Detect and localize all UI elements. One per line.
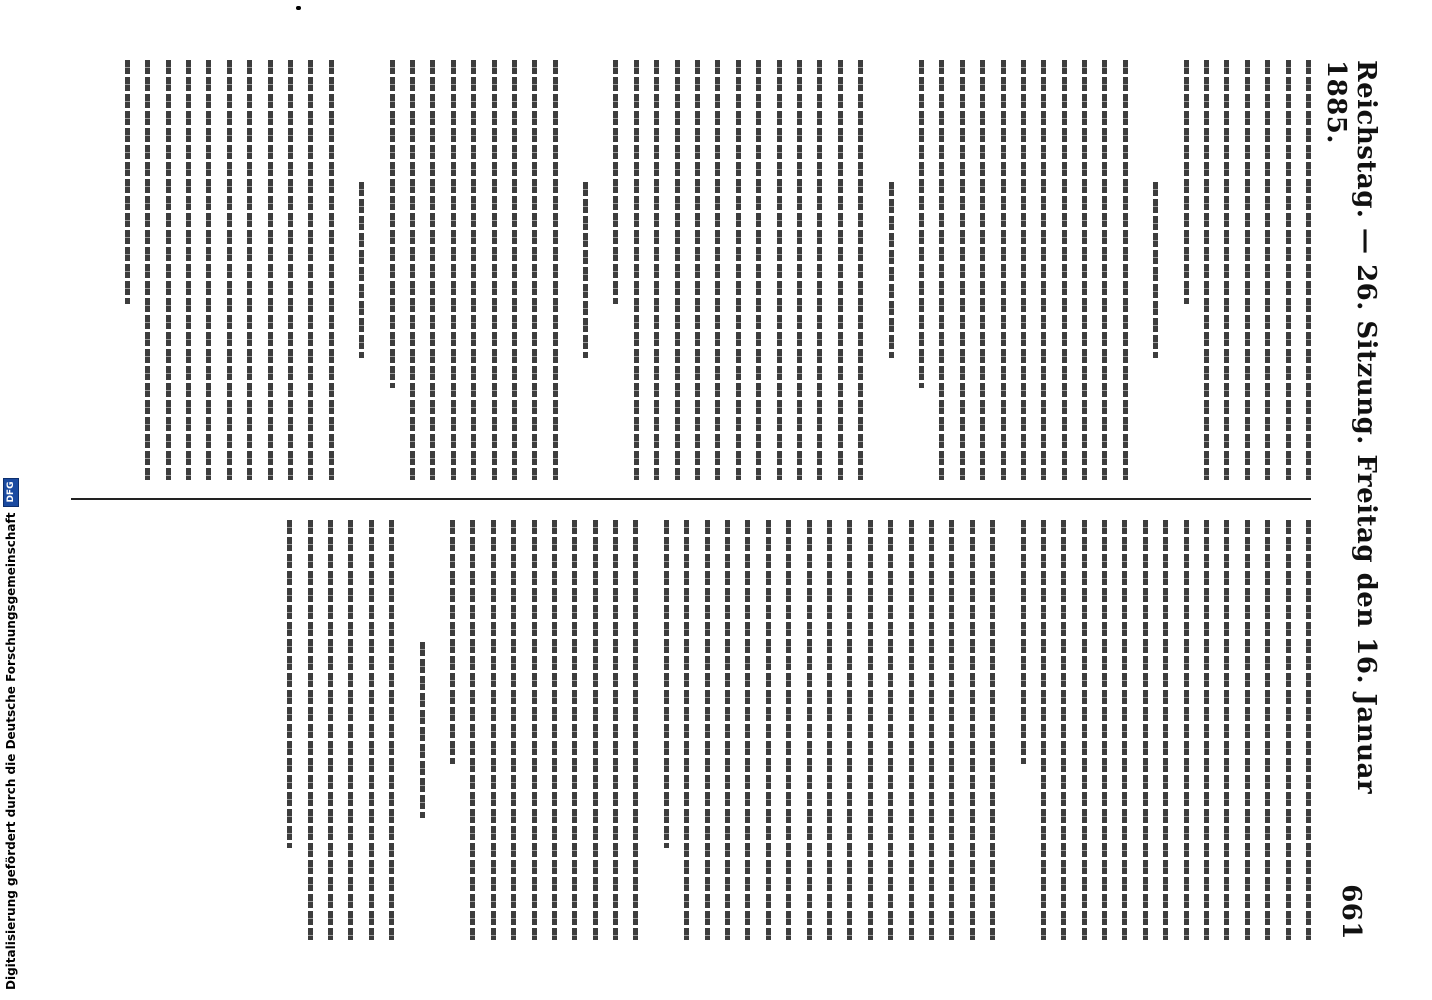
text-line — [308, 60, 313, 480]
text-line — [745, 520, 750, 940]
text-line — [654, 60, 659, 480]
text-line — [1204, 60, 1209, 480]
page-header — [1321, 60, 1381, 940]
text-line — [593, 520, 598, 940]
text-line — [1245, 520, 1250, 940]
text-line — [1286, 60, 1291, 480]
text-line — [634, 60, 639, 480]
text-line — [684, 520, 689, 940]
text-line — [980, 60, 985, 480]
text-line — [1184, 60, 1189, 304]
paragraph-gap — [334, 60, 344, 480]
paragraph-gap — [894, 60, 904, 480]
scan-speck — [296, 6, 301, 10]
text-line — [1021, 520, 1026, 764]
text-line — [308, 520, 313, 940]
paragraph-gap — [425, 520, 435, 940]
text-line — [430, 60, 435, 480]
text-line — [1082, 520, 1087, 940]
text-line — [1306, 60, 1311, 480]
text-line — [847, 520, 852, 940]
text-line — [227, 60, 232, 480]
text-line — [725, 520, 730, 940]
paragraph-gap — [588, 60, 598, 480]
text-line — [715, 60, 720, 480]
text-line — [827, 520, 832, 940]
text-line — [186, 60, 191, 480]
text-line — [909, 520, 914, 940]
column-divider — [71, 498, 1311, 500]
paragraph-gap — [863, 60, 873, 480]
text-line — [634, 520, 639, 940]
text-column-right — [71, 520, 1311, 940]
text-line — [492, 60, 497, 480]
text-line — [359, 182, 364, 358]
text-line — [268, 60, 273, 480]
text-line — [939, 60, 944, 480]
text-line — [736, 60, 741, 480]
text-line — [1041, 60, 1046, 480]
text-line — [919, 60, 924, 388]
text-line — [970, 520, 975, 940]
text-line — [675, 60, 680, 480]
running-header: Reichstag. — 26. Sitzung. Freitag den 16. Januar 1885. — [1321, 60, 1381, 795]
text-line — [491, 520, 496, 940]
text-line — [1153, 182, 1158, 358]
text-line — [1224, 520, 1229, 940]
text-line — [817, 60, 822, 480]
text-line — [288, 60, 293, 480]
text-column-left — [71, 60, 1311, 480]
text-line — [960, 60, 965, 480]
text-line — [777, 60, 782, 480]
text-line — [1061, 520, 1066, 940]
paragraph-gap — [394, 520, 404, 940]
page-number: 661 — [1336, 884, 1366, 940]
text-line — [705, 520, 710, 940]
text-line — [868, 520, 873, 940]
text-line — [145, 60, 150, 480]
text-line — [786, 520, 791, 940]
text-line — [572, 520, 577, 940]
text-line — [1123, 60, 1128, 480]
text-line — [410, 60, 415, 480]
text-line — [858, 60, 863, 480]
rotated-page — [51, 20, 1381, 980]
text-line — [450, 520, 455, 764]
text-line — [1306, 520, 1311, 940]
paragraph-gap — [558, 60, 568, 480]
text-line — [166, 60, 171, 480]
text-line — [470, 520, 475, 940]
text-line — [614, 60, 619, 304]
text-line — [888, 520, 893, 940]
text-line — [511, 520, 516, 940]
dfg-logo: DFG — [3, 478, 19, 507]
text-line — [613, 520, 618, 940]
text-line — [929, 520, 934, 940]
text-line — [1184, 520, 1189, 940]
text-line — [797, 60, 802, 480]
text-line — [1224, 60, 1229, 480]
paragraph-gap — [364, 60, 374, 480]
text-line — [1021, 60, 1026, 480]
text-line — [512, 60, 517, 480]
text-line — [420, 642, 425, 818]
text-line — [1286, 520, 1291, 940]
text-line — [807, 520, 812, 940]
text-line — [125, 60, 130, 304]
text-line — [695, 60, 700, 480]
paragraph-gap — [1158, 60, 1168, 480]
text-line — [348, 520, 353, 940]
credit-text: Digitalisierung gefördert durch die Deutsche Forschungsgemeinschaft — [4, 512, 18, 990]
text-line — [766, 520, 771, 940]
paragraph-gap — [995, 520, 1005, 940]
text-line — [756, 60, 761, 480]
text-line — [553, 60, 558, 480]
text-line — [664, 520, 669, 848]
text-line — [1102, 60, 1107, 480]
text-line — [287, 520, 292, 848]
text-line — [1062, 60, 1067, 480]
text-line — [328, 520, 333, 940]
text-line — [1041, 520, 1046, 940]
text-line — [583, 182, 588, 358]
text-line — [390, 60, 395, 388]
text-line — [990, 520, 995, 940]
paragraph-gap — [1128, 60, 1138, 480]
text-line — [389, 520, 394, 940]
text-line — [206, 60, 211, 480]
paragraph-gap — [639, 520, 649, 940]
text-line — [1163, 520, 1168, 940]
text-line — [329, 60, 334, 480]
text-line — [532, 520, 537, 940]
text-line — [552, 520, 557, 940]
text-line — [1122, 520, 1127, 940]
digitization-credit — [0, 0, 22, 1000]
text-line — [1001, 60, 1006, 480]
text-line — [1082, 60, 1087, 480]
text-line — [838, 60, 843, 480]
text-line — [1265, 520, 1270, 940]
text-line — [471, 60, 476, 480]
text-line — [1204, 520, 1209, 940]
text-line — [1265, 60, 1270, 480]
text-line — [369, 520, 374, 940]
text-line — [949, 520, 954, 940]
text-line — [889, 182, 894, 358]
text-line — [532, 60, 537, 480]
text-line — [1102, 520, 1107, 940]
text-line — [451, 60, 456, 480]
text-line — [247, 60, 252, 480]
text-line — [1143, 520, 1148, 940]
text-line — [1245, 60, 1250, 480]
